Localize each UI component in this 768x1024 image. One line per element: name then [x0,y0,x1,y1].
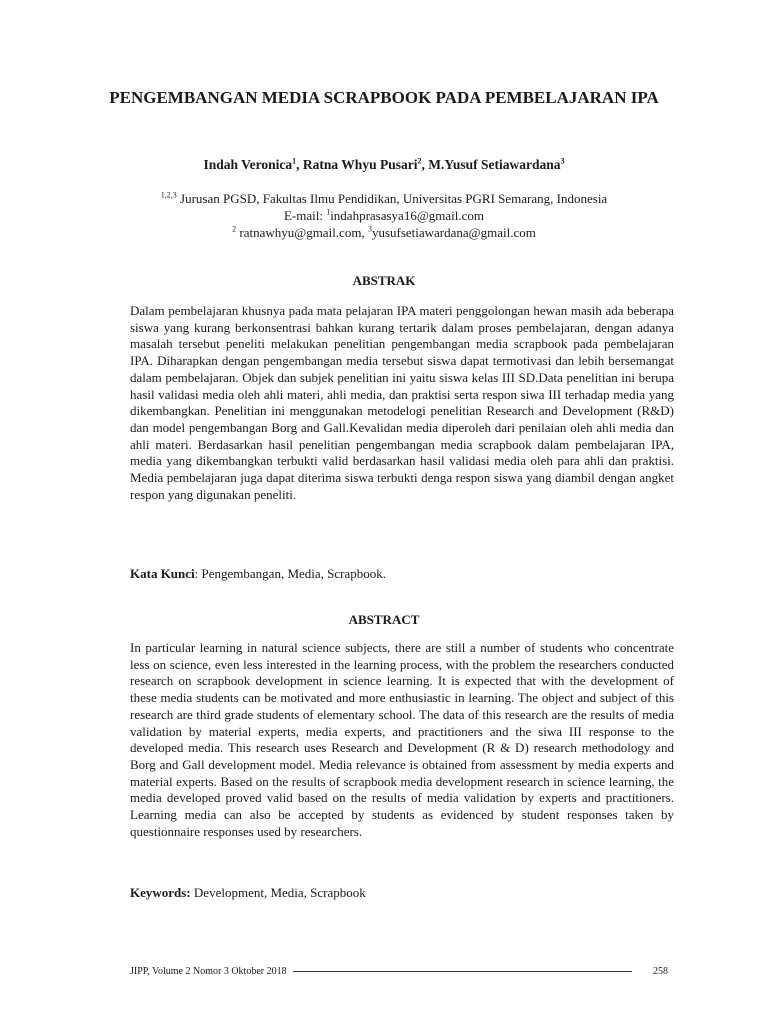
email-address[interactable]: ratnawhyu@gmail.com, [236,225,368,240]
email-line-2 [100,224,668,241]
footer-journal: JIPP, Volume 2 Nomor 3 Oktober 2018 [130,966,287,977]
kata-kunci-values: : Pengembangan, Media, Scrapbook. [194,566,386,581]
email-superscript: 1 [326,207,331,217]
affiliation-block [100,190,668,241]
keywords-label: Keywords: [130,885,191,900]
keywords-line [130,885,674,901]
email-superscript: 3 [367,224,372,234]
author-name: Ratna Whyu Pusari [302,157,418,172]
author-superscript: 1 [292,156,297,166]
abstrak-body: Dalam pembelajaran khusnya pada mata pelajaran IPA materi penggolongan hewan masih ada beberapa siswa yang kurang berkonsentrasi bahkan kurang tertarik dalam proses pembelajaran, dengan adanya masalah tersebut peneliti melakukan penelitian pengembangan media scrapbook pada pembelajaran IPA. Diharapkan dengan pengembangan media tersebut siswa dapat termotivasi dan lebih bersemangat dalam pembelajaran. Objek dan subjek penelitian ini yaitu siswa kelas III SD.Data penelitian ini berupa hasil validasi media oleh ahli materi, ahli media, dan praktisi serta respon siwa III terhadap media yang dikembangkan. Penelitian ini menggunakan metodelogi penelitian Research and Development (R&D) dan model pengembangan Borg and Gall.Kevalidan media diperoleh dari penilaian oleh ahli media dan ahli materi. Berdasarkan hasil penelitian pengembangan media scrapbook dalam pembelajaran IPA, media yang dikembangkan terbukti valid berdasarkan hasil validasi media oleh para ahli dan praktisi. Media pembelajaran juga dapat diterima siswa terbukti denga respon siswa yang diambil dengan angket respon yang digunakan peneliti. [130,303,674,502]
email-address[interactable]: indahprasasya16@gmail.com [330,208,485,223]
page-number: 258 [653,966,668,977]
affiliation-line [100,190,668,207]
author-name: Indah Veronica [203,157,293,172]
kata-kunci-line [130,566,674,582]
keywords-values: Development, Media, Scrapbook [190,885,366,900]
abstract-heading: ABSTRACT [348,612,420,627]
author-name: M.Yusuf Setiawardana [428,157,561,172]
email-address[interactable]: yusufsetiawardana@gmail.com [371,225,536,240]
author-list: Indah Veronica$^1$, Ratna Whyu Pusari$^2$, M.Yusuf Setiawardana$^3$ [203,156,565,172]
footer-rule [293,971,632,972]
author-superscript: 3 [560,156,565,166]
paper-title: PENGEMBANGAN MEDIA SCRAPBOOK PADA PEMBELAJARAN IPA [109,88,659,107]
abstract-body: In particular learning in natural science subjects, there are still a number of students who concentrate less on science, even less interested in the learning process, with the problem the researchers conducted research on scrapbook development in science learning. It is expected that with the development of these media students can be motivated and more enthusiastic in learning. The object and subject of this research are third grade students of elementary school. The data of this research are the results of media validation by material experts, media experts, and practitioners and the siwa III response to the developed media. This research uses Research and Development (R & D) research methodology and Borg and Gall development model. Media relevance is obtained from assessment by media experts and material experts. Based on the results of scrapbook media development research in science learning, the media developed proved valid based on the results of media validation by experts and practitioners. Learning media can also be accepted by students as evidenced by student responses taken by questionnaire responses used by researchers. [130,640,674,839]
author-superscript: 2 [417,156,422,166]
email-prefix: E-mail: [283,208,327,223]
email-line-1 [100,207,668,224]
email-superscript: 2 [232,224,237,234]
kata-kunci-label: Kata Kunci [130,566,195,581]
affiliation-text: Jurusan PGSD, Fakultas Ilmu Pendidikan, Universitas PGRI Semarang, Indonesia [176,191,608,206]
page-footer [130,966,668,977]
abstrak-heading: ABSTRAK [352,273,416,288]
affiliation-superscript: 1,2,3 [160,190,177,200]
